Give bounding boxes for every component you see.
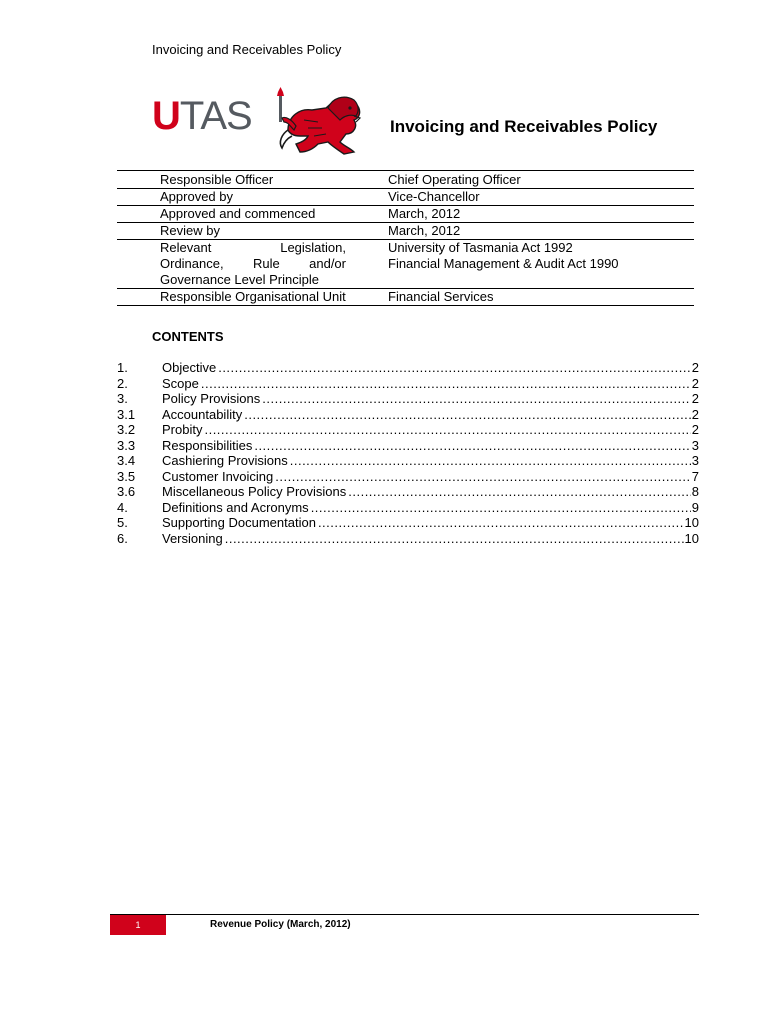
metadata-row bbox=[117, 223, 694, 240]
toc-number: 2. bbox=[117, 375, 128, 391]
metadata-label: Approved and commenced bbox=[160, 206, 316, 221]
toc-leader bbox=[275, 469, 690, 485]
metadata-value: Vice-Chancellor bbox=[388, 189, 480, 204]
toc-page-number: 3 bbox=[691, 437, 699, 453]
toc-number: 3.3 bbox=[117, 437, 136, 453]
toc-title: Versioning bbox=[162, 530, 223, 546]
metadata-row bbox=[117, 240, 694, 289]
toc-title: Miscellaneous Policy Provisions bbox=[162, 484, 347, 499]
metadata-value: March, 2012 bbox=[388, 206, 461, 221]
toc-page-number: 2 bbox=[691, 360, 699, 375]
metadata-row bbox=[117, 189, 694, 206]
toc-entry[interactable] bbox=[117, 360, 699, 376]
toc-title: Responsibilities bbox=[162, 437, 253, 453]
toc-number: 4. bbox=[117, 499, 128, 515]
toc-page-number: 10 bbox=[684, 515, 699, 530]
metadata-row bbox=[117, 171, 694, 189]
toc-entry[interactable] bbox=[117, 484, 699, 500]
toc-number: 3.2 bbox=[117, 422, 136, 437]
metadata-label: Review by bbox=[160, 223, 220, 238]
toc-leader bbox=[290, 453, 691, 469]
toc-leader bbox=[262, 391, 691, 407]
toc-entry[interactable] bbox=[117, 438, 699, 454]
footer-text: Revenue Policy (March, 2012) bbox=[210, 919, 351, 930]
metadata-value: Chief Operating Officer bbox=[388, 172, 521, 187]
toc-entry[interactable] bbox=[117, 391, 699, 407]
toc-entry[interactable] bbox=[117, 376, 699, 392]
toc-leader bbox=[348, 484, 691, 500]
toc-leader bbox=[201, 376, 691, 392]
metadata-value: Financial Services bbox=[388, 289, 494, 304]
footer-page-number: 1 bbox=[110, 915, 166, 935]
metadata-value: March, 2012 bbox=[388, 223, 461, 238]
toc-title: Cashiering Provisions bbox=[162, 453, 288, 468]
metadata-value bbox=[388, 240, 694, 289]
toc-entry[interactable] bbox=[117, 531, 699, 547]
toc-page-number: 2 bbox=[691, 406, 699, 422]
toc-title: Accountability bbox=[162, 406, 243, 422]
metadata-label: Responsible Officer bbox=[160, 172, 274, 187]
toc-entry[interactable] bbox=[117, 500, 699, 516]
metadata-row bbox=[117, 289, 694, 306]
utas-wordmark bbox=[152, 94, 252, 138]
toc-entry[interactable] bbox=[117, 407, 699, 423]
document-title: Invoicing and Receivables Policy bbox=[390, 117, 658, 136]
toc-title: Probity bbox=[162, 422, 203, 437]
table-of-contents bbox=[117, 360, 699, 546]
toc-number: 3.4 bbox=[117, 453, 136, 468]
toc-number: 3.1 bbox=[117, 406, 136, 422]
toc-page-number: 2 bbox=[691, 391, 699, 406]
toc-number: 5. bbox=[117, 515, 128, 530]
toc-number: 1. bbox=[117, 360, 128, 375]
metadata-label: Approved by bbox=[160, 189, 233, 204]
metadata-value-line: Financial Management & Audit Act 1990 bbox=[388, 256, 619, 271]
toc-title: Supporting Documentation bbox=[162, 515, 316, 530]
toc-page-number: 9 bbox=[691, 499, 699, 515]
toc-page-number: 3 bbox=[691, 453, 699, 468]
toc-page-number: 8 bbox=[691, 484, 699, 499]
toc-leader bbox=[244, 407, 691, 423]
toc-entry[interactable] bbox=[117, 453, 699, 469]
toc-leader bbox=[204, 422, 690, 438]
toc-number: 3.5 bbox=[117, 468, 136, 484]
logo-letters-tas: TAS bbox=[179, 94, 252, 138]
policy-metadata-table bbox=[117, 170, 694, 306]
toc-number: 3.6 bbox=[117, 484, 136, 499]
toc-title: Scope bbox=[162, 375, 199, 391]
toc-entry[interactable] bbox=[117, 422, 699, 438]
toc-page-number: 7 bbox=[691, 468, 699, 484]
logo-letter-u: U bbox=[152, 94, 180, 138]
metadata-value-line: University of Tasmania Act 1992 bbox=[388, 240, 573, 255]
running-header: Invoicing and Receivables Policy bbox=[152, 42, 342, 57]
metadata-label: Relevant Legislation, Ordinance, Rule and/or Governance Level Principle bbox=[160, 240, 346, 287]
toc-title: Definitions and Acronyms bbox=[162, 499, 309, 515]
metadata-row bbox=[117, 206, 694, 223]
toc-number: 3. bbox=[117, 391, 128, 406]
lion-crest-icon bbox=[274, 86, 367, 158]
footer-rule bbox=[110, 914, 699, 915]
toc-leader bbox=[254, 438, 690, 454]
toc-page-number: 2 bbox=[691, 422, 699, 437]
toc-leader bbox=[225, 531, 684, 547]
toc-leader bbox=[318, 515, 684, 531]
toc-leader bbox=[218, 360, 691, 376]
toc-number: 6. bbox=[117, 530, 128, 546]
contents-heading: CONTENTS bbox=[152, 329, 224, 344]
toc-entry[interactable] bbox=[117, 469, 699, 485]
toc-title: Policy Provisions bbox=[162, 391, 261, 406]
toc-leader bbox=[311, 500, 691, 516]
toc-title: Objective bbox=[162, 360, 217, 375]
utas-logo bbox=[152, 86, 367, 158]
metadata-label: Responsible Organisational Unit bbox=[160, 289, 346, 304]
toc-entry[interactable] bbox=[117, 515, 699, 531]
toc-title: Customer Invoicing bbox=[162, 468, 274, 484]
toc-page-number: 2 bbox=[691, 375, 699, 391]
toc-page-number: 10 bbox=[684, 530, 699, 546]
